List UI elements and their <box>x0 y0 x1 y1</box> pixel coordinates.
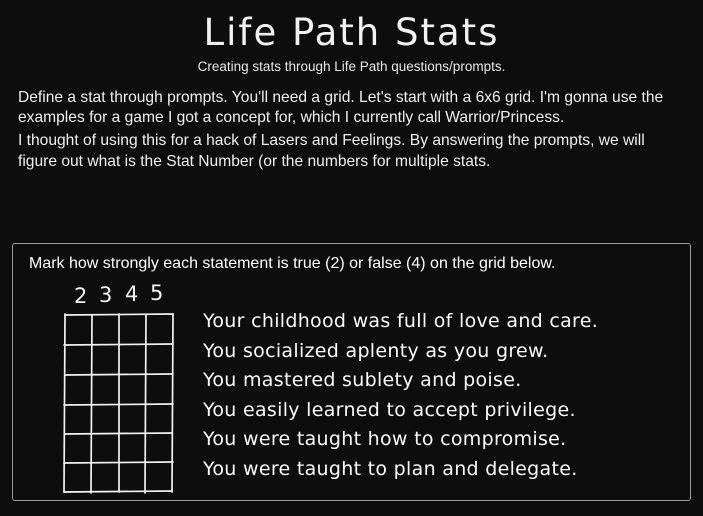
grid-area <box>61 281 194 492</box>
intro-paragraph-1: Define a stat through prompts. You'll need a grid. Let's start with a 6x6 grid. I'm gonna use the examples for a game I got a concept for, which I currently call Warrior/Princess. <box>18 88 664 127</box>
statement-item: You were taught how to compromise. <box>203 428 567 450</box>
intro-paragraph-2: I thought of using this for a hack of Lasers and Feelings. By answering the prompts, we will figure out what is the Stat Number (or the numbers for multiple stats. <box>18 132 645 171</box>
grid-column-labels <box>74 281 194 310</box>
grid-column-label-3: 4 <box>125 282 139 306</box>
intro-text <box>18 88 685 174</box>
page-title: Life Path Stats <box>203 11 500 54</box>
grid-panel <box>12 243 691 501</box>
page-subtitle: Creating stats through Life Path questions/prompts. <box>197 58 506 74</box>
statement-item: You were taught to plan and delegate. <box>203 457 578 480</box>
statement-item: You easily learned to accept privilege. <box>203 398 576 421</box>
statement-item: You socialized aplenty as you grew. <box>203 339 549 362</box>
grid-column-label-4: 5 <box>150 281 164 305</box>
grid-column-label-2: 3 <box>99 283 113 307</box>
statement-list <box>203 312 673 489</box>
panel-heading: Mark how strongly each statement is true (2) or false (4) on the grid below. <box>29 255 556 272</box>
statement-item: Your childhood was full of love and care. <box>203 310 599 332</box>
marking-grid[interactable] <box>61 312 178 492</box>
grid-column-label-1: 2 <box>74 284 88 308</box>
statement-item: You mastered sublety and poise. <box>203 369 522 391</box>
